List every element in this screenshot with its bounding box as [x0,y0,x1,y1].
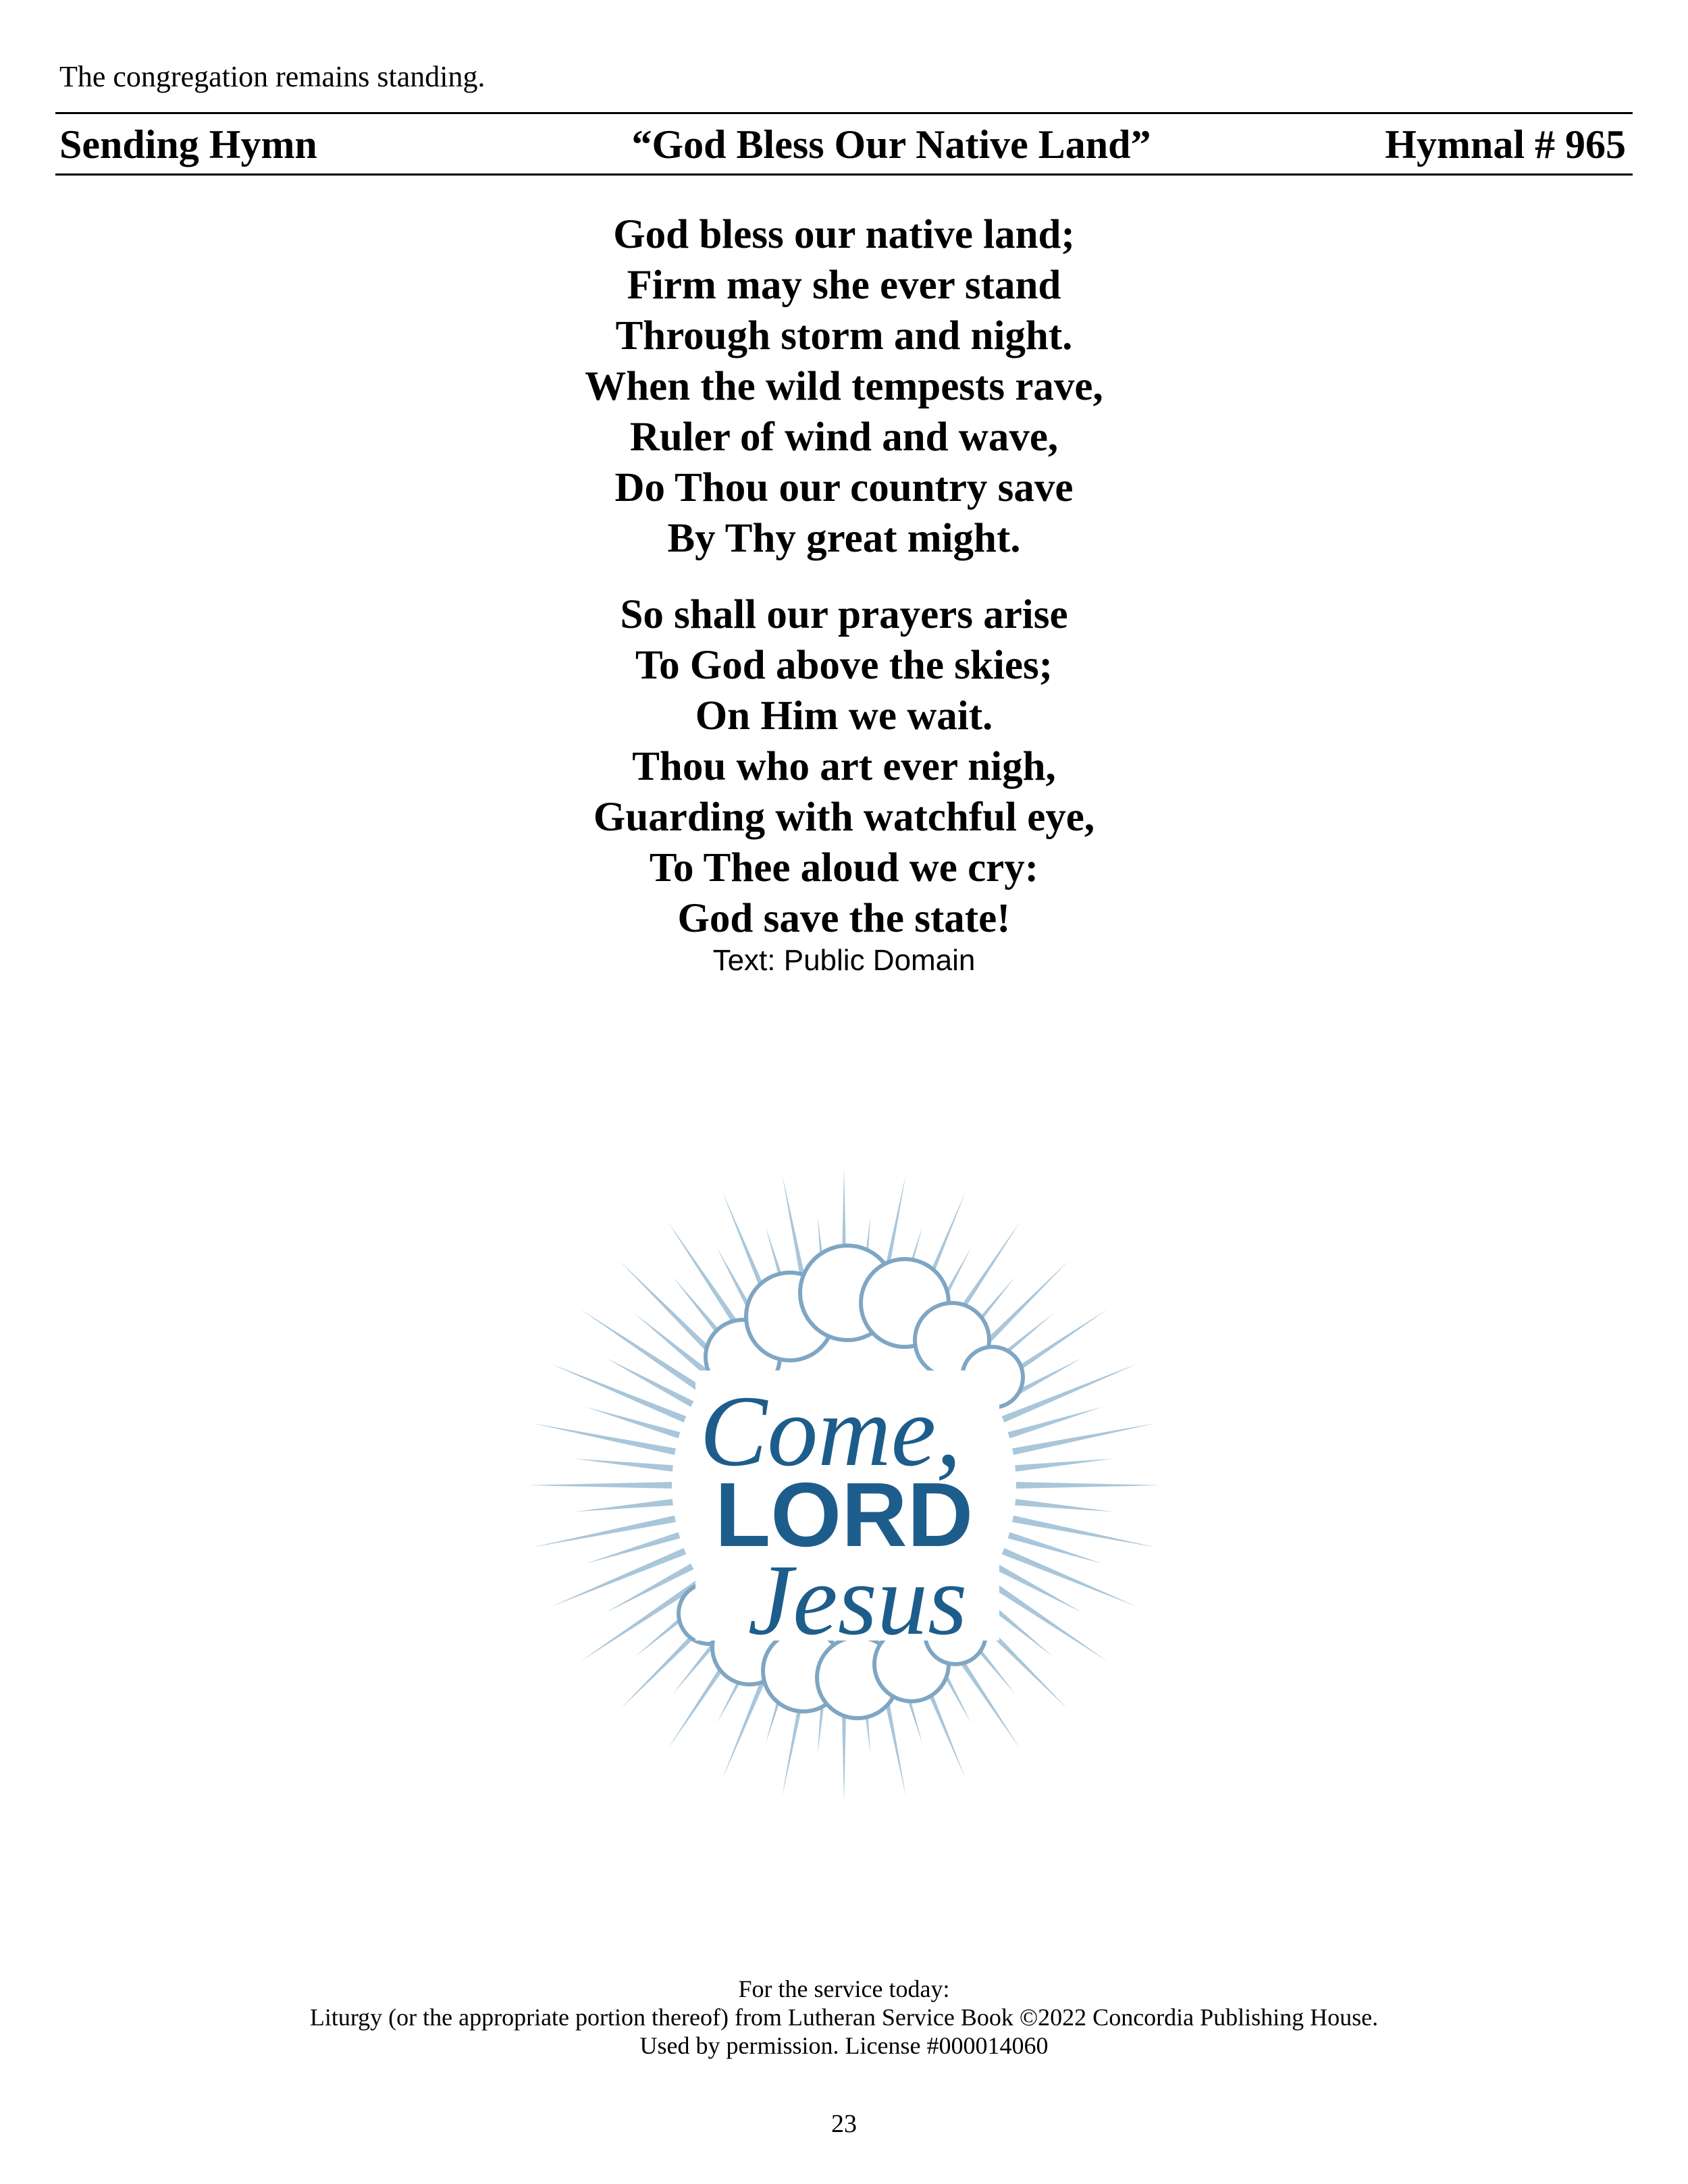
verse-line: Do Thou our country save [614,465,1074,510]
verse-line: Guarding with watchful eye, [593,795,1095,840]
hymn-title: “God Bless Our Native Land” [631,122,1151,167]
hymn-section-label: Sending Hymn [59,122,317,167]
verse-line: To God above the skies; [635,643,1053,688]
sunburst-ray [1005,1459,1113,1473]
verse-line: Thou who art ever nigh, [632,744,1056,789]
logo-text-lord: LORD [714,1464,974,1566]
text-credit: Text: Public Domain [712,944,976,977]
verse-line: On Him we wait. [695,693,993,739]
verse-line: When the wild tempests rave, [585,364,1103,409]
verse-line: Ruler of wind and wave, [629,415,1059,460]
verse-2 [0,589,1688,944]
verse-line: God save the state! [677,896,1011,941]
logo-text-come: Come, [700,1375,961,1487]
footer-line: For the service today: [738,1975,950,2002]
hymn-header [55,112,1633,176]
logo-text-jesus: Jesus [747,1544,968,1656]
hymn-number: Hymnal # 965 [1385,122,1626,167]
verse-line: To Thee aloud we cry: [649,845,1039,890]
sunburst-ray [985,1558,1082,1612]
footer-line: Used by permission. License #000014060 [639,2032,1049,2059]
verse-line: Firm may she ever stand [627,263,1061,308]
sunburst-ray [575,1497,683,1512]
verse-line: By Thy great might. [667,516,1021,561]
verse-line: Through storm and night. [615,313,1073,358]
sunburst-ray [527,1482,682,1489]
verse-line: So shall our prayers arise [620,592,1068,637]
verse-line: God bless our native land; [613,212,1075,257]
page-number: 23 [831,2110,857,2138]
instruction-text: The congregation remains standing. [59,60,485,93]
footer-line: Liturgy (or the appropriate portion thereof) from Lutheran Service Book ©2022 Concordia Publishing House. [309,2004,1379,2031]
sunburst-ray [606,1358,703,1412]
sunburst-ray [1005,1497,1113,1512]
sunburst-ray [575,1459,683,1473]
verse-1 [0,209,1688,564]
sunburst-ray [1006,1482,1161,1489]
come-lord-jesus-logo [506,1148,1182,1823]
footer-copyright [0,1975,1688,2060]
